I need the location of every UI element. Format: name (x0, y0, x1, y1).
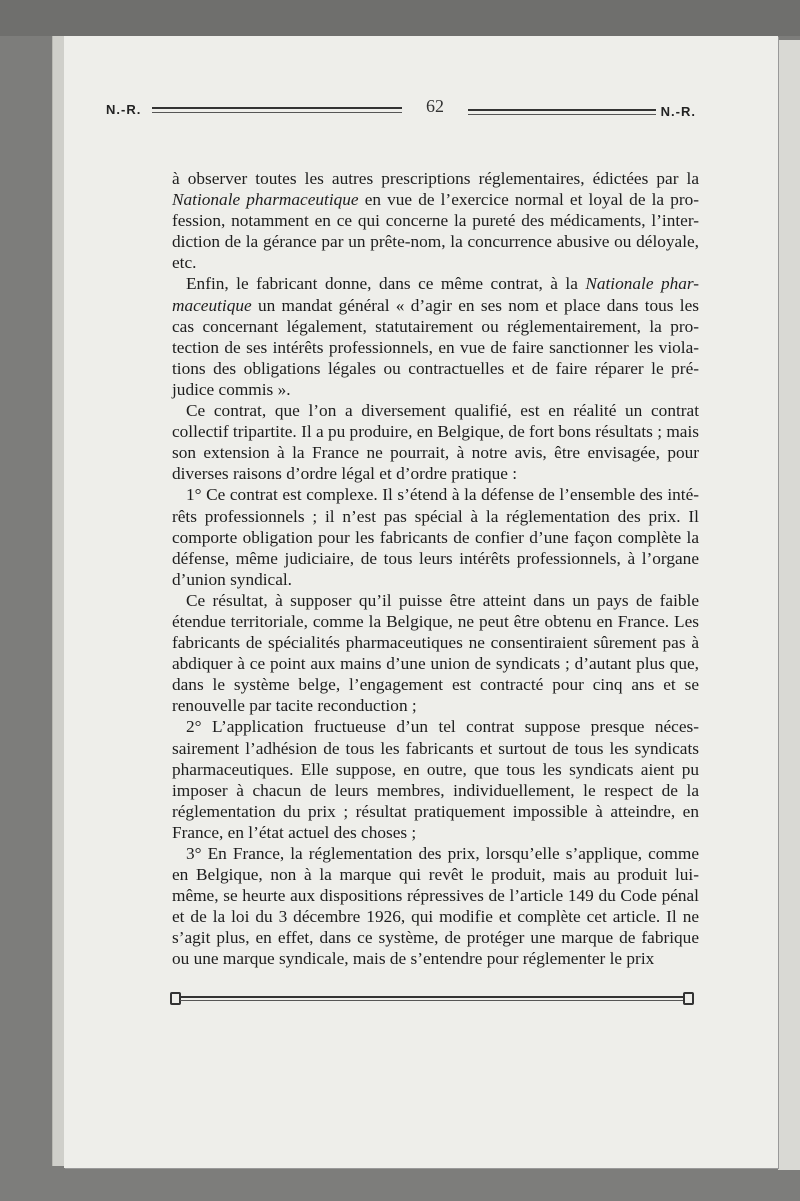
paragraph (172, 716, 699, 843)
body-text (172, 168, 699, 970)
text-run: 3° En France, la réglementation des prix, lorsqu’elle s’applique, comme en Belgique, non à la marque qui revêt le produit, mais au produit lui-même, se heurte aux dispositions répressives de l’article 149 du Code pénal et de la loi du 3 décembre 1926, qui modifie et complète cet article. Il ne s’agit plus, en effet, dans ce système, de protéger une marque de fabrique ou une marque syndicale, mais de s’entendre pour réglementer le prix (172, 844, 699, 969)
text-run: en vue de l’exercice normal et loyal de la pro-fession, notamment en ce qui concerne la pureté des médicaments, l’inter-diction de la gérance par un prête-nom, la concurrence abusive ou déloyale, etc. (172, 190, 699, 273)
text-run: 1° Ce contrat est complexe. Il s’étend à la défense de l’ensemble des inté-rêts professionnels ; il n’est pas spécial à la réglementation des prix. Il comporte obligation pour les fabricants de confier d’une façon complète la défense, même judiciaire, de tous leurs intérêts professionnels, à l’organe d’union syndical. (172, 485, 699, 589)
paragraph (172, 484, 699, 589)
text-run: Ce contrat, que l’on a diversement qualifié, est en réalité un contrat collectif tripartite. Il a pu produire, en Belgique, de fort bons résultats ; mais son extension à la France ne pourrait, à notre avis, être envisagée, pour diverses raisons d’ordre légal et d’ordre pratique : (172, 401, 699, 484)
paragraph (172, 400, 699, 484)
text-run: à observer toutes les autres prescriptions réglementaires, édictées par la (172, 169, 699, 188)
paragraph (172, 168, 699, 273)
header-left-mark: N.-R. (106, 102, 142, 117)
header-rule-left (152, 107, 402, 113)
running-header (106, 96, 696, 120)
text-run: Ce résultat, à supposer qu’il puisse être atteint dans un pays de faible étendue territoriale, comme la Belgique, ne peut être obtenu en France. Les fabricants de spécialités pharmaceutiques ne consentiraient sûrement pas à abdiquer à ce point aux mains d’une union de syndicats ; d’autant plus que, dans le système belge, l’engagement est contracté pour cinq ans et se renouvelle par tacite reconduction ; (172, 590, 699, 716)
header-rule-right (468, 109, 656, 115)
paragraph (172, 843, 699, 970)
facing-page-edge (778, 40, 800, 1170)
footer-rule-bar (180, 996, 684, 1001)
text-run: un mandat général « d’agir en ses nom et place dans tous les cas concernant légalement, statutairement ou réglementairement, la pro-tection de ses intérêts professionnels, en vue de faire sanctionner les viola-tions des obligations légales ou contractuelles et de faire réparer le pré-judice commis ». (172, 295, 699, 399)
scanner-backdrop (0, 0, 800, 36)
text-run: Enfin, le fabricant donne, dans ce même contrat, à la (186, 274, 586, 294)
page-number: 62 (426, 96, 444, 116)
paragraph (172, 273, 699, 400)
header-right-mark: N.-R. (660, 104, 696, 119)
paragraph (172, 590, 699, 717)
text-run: 2° L’application fructueuse d’un tel contrat suppose presque néces-sairement l’adhésion de tous les fabricants et surtout de tous les syndicats pharmaceutiques. Elle suppose, en outre, que tous les syndicats aient pu imposer à chacun de leurs membres, individuellement, le respect de la réglementation du prix ; résultat pratiquement impossible à atteindre, en France, en l’état actuel des choses ; (172, 717, 699, 842)
footer-rule-right-end (683, 992, 694, 1005)
italic-title: Nationale phar-maceutique (172, 274, 699, 315)
italic-title: Nationale pharmaceutique (172, 190, 359, 210)
footer-rule (170, 992, 694, 1004)
